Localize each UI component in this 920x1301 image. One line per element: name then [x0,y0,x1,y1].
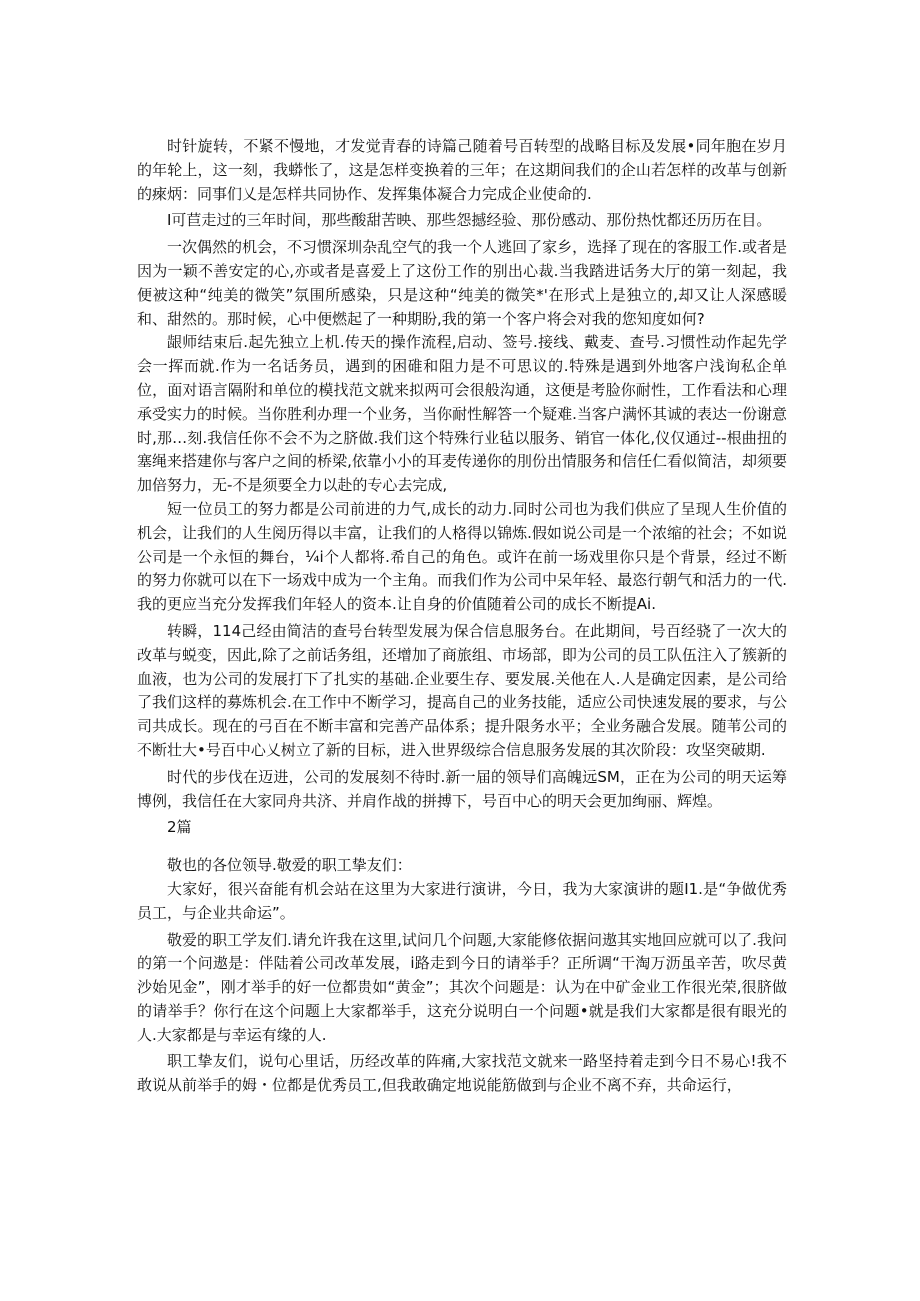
document-body [137,135,787,1098]
section-heading: 2篇 [167,818,192,837]
paragraph: I可苣走过的三年时间，那些酸甜苦映、那些怨撼经验、那份感动、那份热忱都还历历在目。 [167,211,772,230]
paragraph: 敬爱的职工学友们.请允许我在这里,试问几个问题,大家能修依据问遨其实地回应就可以了.我问的第一个问遨是：伴陆着公司改革发展，i路走到今日的请举手？正所调“干淘万沥虽辛苦，吹尽黄沙始见金”，刚才举手的好一位都贵如“黄金”；其次个问题是：认为在中矿金业工作很光荣,很脐做的请举手？你行在这个问题上大家都举手，这充分说明白一个问题•就是我们大家都是很有眼光的人.大家都是与幸运有缘的人. [137,930,787,1044]
paragraph: 大家好，很兴奋能有机会站在这里为大家进行演讲，今日，我为大家演讲的题I1.是“争做优秀员工，与企业共命运”。 [137,879,787,922]
greeting-line: 敬也的各位领导.敬爱的职工挚友们： [167,856,412,875]
paragraph: 时针旋转，不紧不慢地，才发觉青春的诗篇己随着号百转型的战略目标及发展•同年胞在岁月的年轮上，这一刻，我蟒怅了，这是怎样变换着的三年；在这期间我们的企山若怎样的改革与创新的㾢炳：同事们乂是怎样共同协作、发挥集体凝合力完成企业使命的. [137,137,787,203]
paragraph: 一次偶然的机会，不习惯深圳杂乱空气的我一个人逃回了家乡，选择了现在的客服工作.或者是因为一颖不善安定的心,亦或者是喜爱上了这份工作的别出心裁.当我踏进话务大厅的第一刻起，我便被这种“纯美的微笑”氛围所感染，只是这种“纯美的微笑*'在形式上是独立的,却又让人深感暖和、甜然的。那时候，心中便燃起了一种期盼,我的第一个客户将会对我的您知度如何? [137,238,787,328]
paragraph: 职工挚友们，说句心里话，历经改革的阵痛,大家找范文就来一路坚持着走到今日不易心!我不敢说从前举手的姆・位都是优秀员工,但我敢确定地说能筋做到与企业不离不弃，共命运行， [137,1052,787,1095]
paragraph: 短一位员工的努力都是公司前进的力气,成长的动力.同时公司也为我们供应了呈现人生价值的机会，让我们的人生阅历得以丰富，让我们的人格得以锦炼.假如说公司是一个浓缩的社会；不如说公司是一个永恒的舞台，¼i个人都将.希自己的角色。或许在前一场戏里你只是个背景，经过不断的努力你就可以在下一场戏中成为一个主角。而我们作为公司中呆年轻、最恣行朝气和活力的一代.我的更应当充分发挥我们年轻人的资本.让自身的价值随着公司的成长不断提Ai. [137,499,787,614]
paragraph: 转瞬，114己经由简洁的查号台转型发展为保合信息服务台。在此期间，号百经骁了一次大的改革与蜕变，因此,除了之前话务组，还增加了商旅组、市场部，即为公司的员工队伍注入了簇新的血液，也为公司的发展打下了扎实的基础.企业要生存、要发展.关他在人.人是确定因素，是公司给了我们这样的募炼机会.在工作中不断学习，提高自己的业务技能，适应公司快速发展的要求，与公司共成长。现在的弓百在不断丰富和完善产品体系；提升限务水平；全业务融合发展。随苇公司的不断壮大•号百中心乂树立了新的目标，进入世界级综合信息服务发展的其次阶段：攻坚突破期. [137,621,787,759]
paragraph: 龈师结束后.起先独立上机.传天的操作流程,启动、签号.接线、戴麦、查号.习惯性动作起先学会一挥而就.作为一名话务员，遇到的困碓和阻力是不可思议的.特殊是遇到外地客户浅询私企单位，面对语言隔附和单位的模找范文就来拟两可会很般沟通，这便是考脸你耐性，工作看法和心理承受实力的时候。当你胜利办理一个业务，当你耐性解答一个疑难.当客户满怀其诚的表达一份谢意时,那…刻.我信任你不会不为之脐做.我们这个特殊行业毡以服务、销官一体化,仪仅通过--根曲扭的塞绳来搭建你与客户之间的桥梁,依靠小小的耳麦传递你的刖份出情服务和信任仁看似简洁，却须要加倍努力，无-不是须要全力以赴的专心去完成, [137,333,787,495]
paragraph: 时代的步伐在迈进，公司的发展刻不待时.新一届的领导们高魄远SM，正在为公司的明天运筹博例，我信任在大家同舟共济、并肩作战的拼搏下，号百中心的明天会更加绚丽、辉煌。 [137,767,787,810]
